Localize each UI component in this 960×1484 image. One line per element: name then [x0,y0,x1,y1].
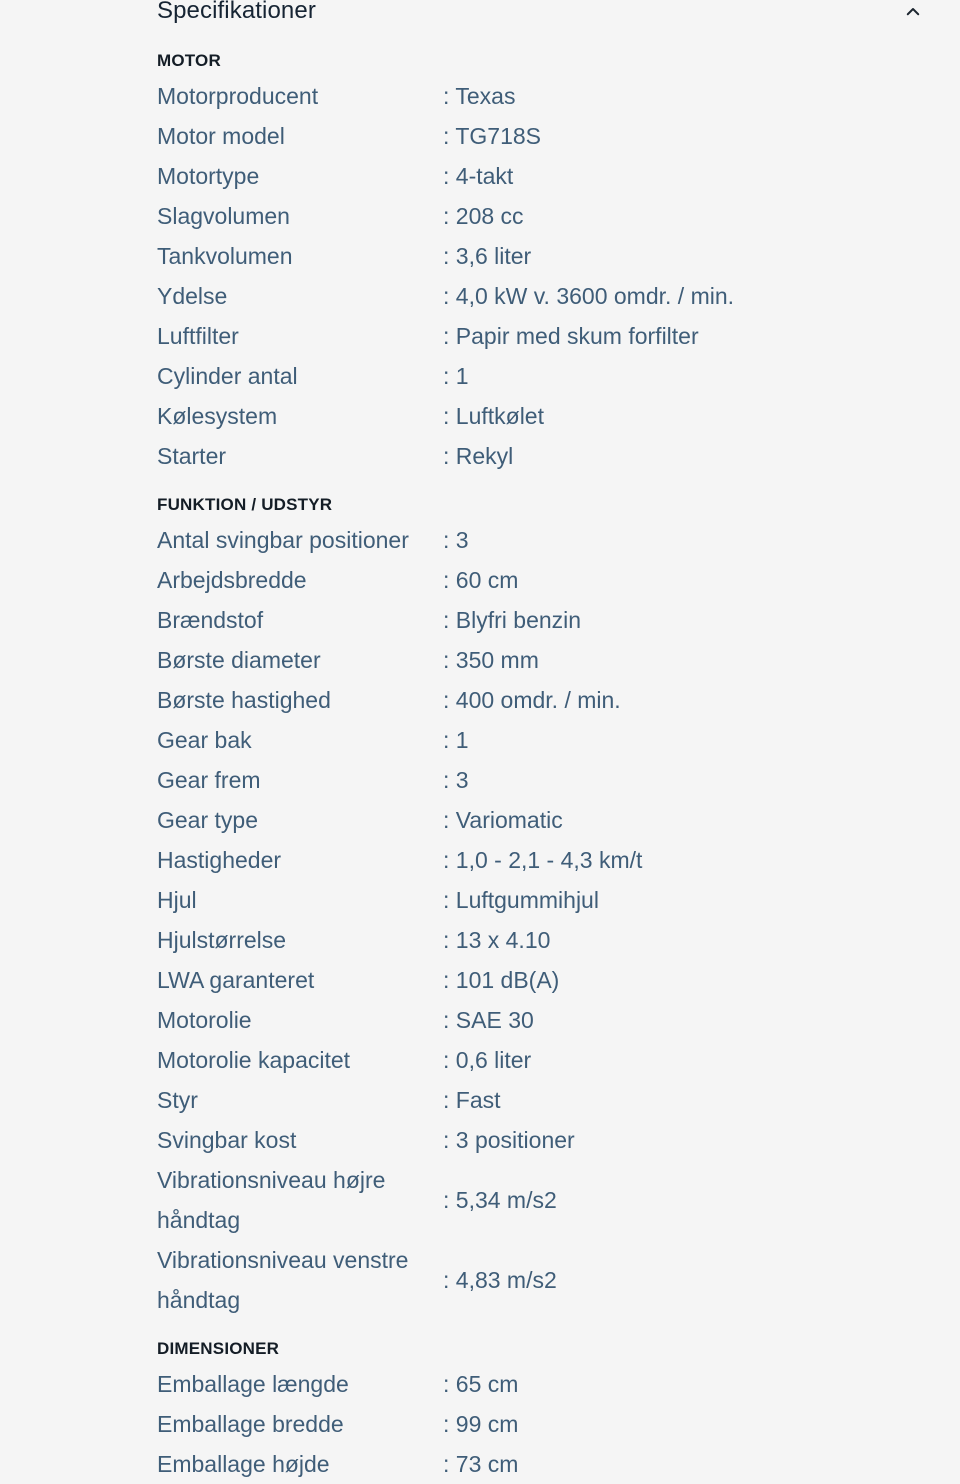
spec-value: : 5,34 m/s2 [443,1187,557,1213]
spec-label: Slagvolumen [157,203,290,229]
spec-label: Motorolie kapacitet [157,1047,351,1073]
spec-label: Starter [157,443,227,469]
spec-value: : Texas [443,83,516,109]
specifications-header[interactable] [157,0,937,34]
spec-row [157,840,917,880]
spec-row [157,276,917,316]
spec-row [157,156,917,196]
spec-value: : Rekyl [443,443,514,469]
spec-label: Brændstof [157,607,264,633]
spec-value: : 4,83 m/s2 [443,1267,557,1293]
spec-row [157,1120,917,1160]
spec-value: : 13 x 4.10 [443,927,551,953]
spec-label: Børste hastighed [157,687,331,713]
spec-label: Emballage bredde [157,1411,344,1437]
spec-label: Gear type [157,807,258,833]
spec-value: : Variomatic [443,807,563,833]
spec-value: : Luftgummihjul [443,887,599,913]
spec-row [157,1160,917,1240]
spec-label: Ydelse [157,283,228,309]
spec-value: : Fast [443,1087,501,1113]
spec-row [157,1080,917,1120]
spec-value: : 3 [443,767,469,793]
spec-value: : 4-takt [443,163,514,189]
spec-row [157,520,917,560]
spec-label: Vibrationsniveau venstre håndtag [157,1247,409,1313]
spec-label: Emballage længde [157,1371,349,1397]
chevron-up-icon[interactable] [899,0,927,26]
spec-row [157,1364,917,1404]
spec-label: Hjulstørrelse [157,927,287,953]
spec-row [157,720,917,760]
spec-label: Motortype [157,163,260,189]
spec-row [157,1240,917,1320]
spec-value: : 3 positioner [443,1127,575,1153]
spec-row [157,960,917,1000]
spec-row [157,800,917,840]
spec-value: : 1,0 - 2,1 - 4,3 km/t [443,847,643,873]
spec-section [157,1334,917,1484]
spec-value: : Blyfri benzin [443,607,582,633]
spec-value: : 99 cm [443,1411,519,1437]
spec-label: Gear frem [157,767,261,793]
spec-label: Børste diameter [157,647,321,673]
spec-row [157,640,917,680]
spec-value: : 1 [443,363,469,389]
spec-label: Arbejdsbredde [157,567,307,593]
spec-label: Kølesystem [157,403,278,429]
spec-section [157,490,917,1320]
spec-row [157,1404,917,1444]
spec-value: : 0,6 liter [443,1047,532,1073]
spec-value: : 3,6 liter [443,243,532,269]
spec-row [157,680,917,720]
spec-row [157,356,917,396]
spec-row [157,560,917,600]
section-title: DIMENSIONER [157,1339,280,1358]
spec-row [157,236,917,276]
spec-value: : 101 dB(A) [443,967,560,993]
specifications-title: Specifikationer [157,0,316,24]
spec-label: Hjul [157,887,197,913]
spec-label: Styr [157,1087,198,1113]
spec-row [157,1040,917,1080]
spec-row [157,600,917,640]
spec-label: Motor model [157,123,285,149]
spec-row [157,116,917,156]
spec-label: Vibrationsniveau højre håndtag [157,1167,386,1233]
spec-row [157,880,917,920]
spec-value: : 73 cm [443,1451,519,1477]
spec-label: Gear bak [157,727,252,753]
spec-label: Svingbar kost [157,1127,297,1153]
spec-label: Luftfilter [157,323,239,349]
spec-row [157,316,917,356]
spec-value: : 350 mm [443,647,539,673]
spec-label: Tankvolumen [157,243,293,269]
spec-row [157,920,917,960]
spec-value: : 208 cc [443,203,524,229]
spec-value: : 65 cm [443,1371,519,1397]
spec-value: : TG718S [443,123,542,149]
spec-label: Cylinder antal [157,363,298,389]
spec-value: : Papir med skum forfilter [443,323,699,349]
spec-value: : 60 cm [443,567,519,593]
spec-row [157,396,917,436]
spec-label: Motorproducent [157,83,319,109]
spec-value: : Luftkølet [443,403,544,429]
spec-row [157,196,917,236]
spec-row [157,76,917,116]
spec-row [157,1444,917,1484]
spec-value: : 4,0 kW v. 3600 omdr. / min. [443,283,735,309]
spec-row [157,436,917,476]
spec-value: : 3 [443,527,469,553]
spec-label: Emballage højde [157,1451,330,1477]
spec-value: : 400 omdr. / min. [443,687,621,713]
spec-label: LWA garanteret [157,967,315,993]
spec-label: Antal svingbar positioner [157,527,409,553]
spec-row [157,760,917,800]
section-title: MOTOR [157,51,221,70]
spec-row [157,1000,917,1040]
specifications-panel [157,46,917,1484]
spec-label: Hastigheder [157,847,282,873]
spec-value: : 1 [443,727,469,753]
spec-label: Motorolie [157,1007,252,1033]
section-title: FUNKTION / UDSTYR [157,495,333,514]
spec-section [157,46,917,476]
spec-value: : SAE 30 [443,1007,534,1033]
